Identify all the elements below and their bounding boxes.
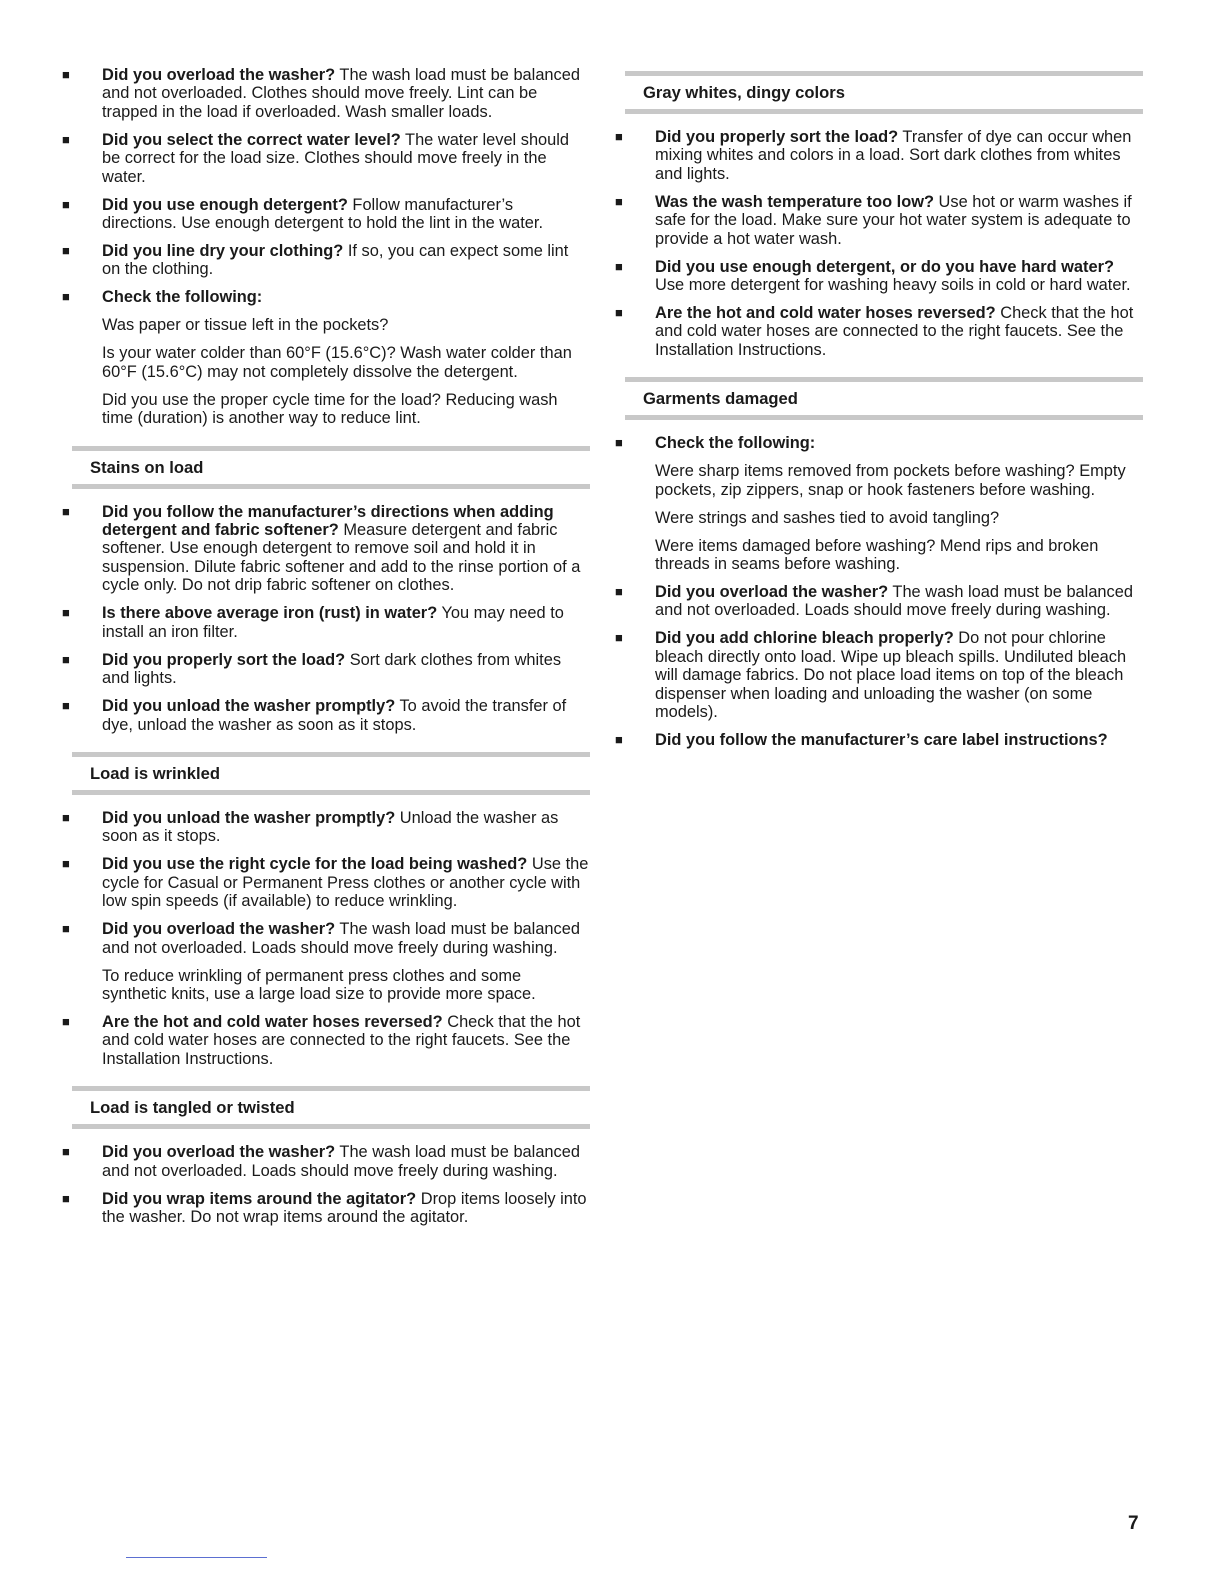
list-item bbox=[615, 731, 1143, 749]
square-bullet-icon: ■ bbox=[62, 809, 70, 825]
answer-text: The wash load must be balanced and not overloaded. Loads should move freely during washing. bbox=[655, 583, 1133, 620]
footer-rule bbox=[126, 1557, 267, 1558]
note-text: Did you use the proper cycle time for the load? Reducing wash time (duration) is another way to reduce lint. bbox=[102, 390, 558, 428]
square-bullet-icon: ■ bbox=[62, 1190, 70, 1206]
question-text: Did you use the right cycle for the load being washed? bbox=[102, 855, 528, 874]
question-text: Did you unload the washer promptly? bbox=[102, 697, 396, 716]
note-text: To reduce wrinkling of permanent press clothes and some synthetic knits, use a large load size to provide more space. bbox=[102, 966, 536, 1003]
answer-text: You may need to install an iron filter. bbox=[102, 604, 564, 641]
list-item bbox=[62, 131, 590, 186]
square-bullet-icon: ■ bbox=[62, 698, 70, 714]
question-text: Did you properly sort the load? bbox=[102, 650, 346, 669]
section-header-load-is-tangled-or-twisted: Load is tangled or twisted bbox=[72, 1086, 590, 1129]
answer-text: If so, you can expect some lint on the clothing. bbox=[102, 242, 569, 279]
square-bullet-icon: ■ bbox=[615, 193, 623, 209]
question-text: Are the hot and cold water hoses reversed? bbox=[655, 304, 996, 323]
list-item bbox=[62, 855, 590, 910]
square-bullet-icon: ■ bbox=[62, 131, 70, 147]
list-item bbox=[615, 304, 1143, 359]
list-item bbox=[62, 196, 590, 233]
list-item bbox=[62, 66, 590, 121]
section-header-stains-on-load: Stains on load bbox=[72, 446, 590, 489]
list-item bbox=[615, 583, 1143, 620]
question-text: Did you line dry your clothing? bbox=[102, 242, 344, 261]
square-bullet-icon: ■ bbox=[615, 732, 623, 748]
list-item bbox=[615, 258, 1143, 295]
list-item bbox=[62, 920, 590, 957]
question-text: Did you wrap items around the agitator? bbox=[102, 1189, 417, 1208]
square-bullet-icon: ■ bbox=[62, 921, 70, 937]
list-item bbox=[62, 697, 590, 734]
list-item bbox=[615, 629, 1143, 721]
answer-text: Check that the hot and cold water hoses are connected to the right faucets. See the Installation Instructions. bbox=[655, 304, 1134, 359]
answer-text: Drop items loosely into the washer. Do not wrap items around the agitator. bbox=[102, 1189, 587, 1226]
list-item bbox=[62, 1190, 590, 1227]
list-item bbox=[615, 128, 1143, 183]
question-text: Are the hot and cold water hoses reversed? bbox=[102, 1012, 443, 1031]
list-item bbox=[615, 193, 1143, 248]
answer-text: Sort dark clothes from whites and lights. bbox=[102, 650, 562, 688]
question-text: Did you properly sort the load? bbox=[655, 128, 899, 146]
question-text: Did you overload the washer? bbox=[102, 920, 336, 939]
question-text: Is there above average iron (rust) in water? bbox=[102, 604, 438, 623]
square-bullet-icon: ■ bbox=[62, 1144, 70, 1160]
square-bullet-icon: ■ bbox=[615, 630, 623, 646]
list-item bbox=[62, 288, 590, 306]
note-text: Is your water colder than 60°F (15.6°C)? Wash water colder than 60°F (15.6°C) may not completely dissolve the detergent. bbox=[102, 344, 572, 381]
square-bullet-icon: ■ bbox=[615, 258, 623, 274]
section-header-gray-whites-dingy-colors: Gray whites, dingy colors bbox=[625, 71, 1143, 114]
note-text: Were items damaged before washing? Mend rips and broken threads in seams before washing. bbox=[655, 536, 1099, 574]
answer-text: To avoid the transfer of dye, unload the washer as soon as it stops. bbox=[102, 697, 567, 734]
page-number: 7 bbox=[1128, 1513, 1139, 1534]
question-text: Did you follow the manufacturer’s care label instructions? bbox=[655, 731, 1108, 750]
question-text: Was the wash temperature too low? bbox=[655, 192, 934, 211]
square-bullet-icon: ■ bbox=[62, 503, 70, 519]
note-text: Were sharp items removed from pockets before washing? Empty pockets, zip zippers, snap or hook fasteners before washing. bbox=[655, 462, 1126, 499]
answer-text: Do not pour chlorine bleach directly onto load. Wipe up bleach spills. Undiluted bleach will damage fabrics. Do not place load items on top of the bleach dispenser when loading and unloading the washer (on some models). bbox=[655, 629, 1127, 722]
question-text: Did you use enough detergent? bbox=[102, 195, 348, 214]
section-header-load-is-wrinkled: Load is wrinkled bbox=[72, 752, 590, 795]
answer-text: The wash load must be balanced and not overloaded. Loads should move freely during washing. bbox=[102, 1143, 580, 1180]
list-item bbox=[62, 1013, 590, 1068]
question-text: Did you unload the washer promptly? bbox=[102, 808, 396, 827]
square-bullet-icon: ■ bbox=[62, 605, 70, 621]
right-column bbox=[615, 66, 1143, 759]
square-bullet-icon: ■ bbox=[62, 1013, 70, 1029]
answer-text: The water level should be correct for the load size. Clothes should move freely in the water. bbox=[102, 130, 570, 186]
list-item bbox=[62, 809, 590, 846]
list-item bbox=[62, 1143, 590, 1180]
answer-text: Use more detergent for washing heavy soils in cold or hard water. bbox=[655, 276, 1131, 295]
list-item bbox=[62, 651, 590, 688]
answer-text: Follow manufacturer’s directions. Use enough detergent to hold the lint in the water. bbox=[102, 195, 544, 233]
answer-text: Measure detergent and fabric softener. Use enough detergent to remove soil and hold it in suspension. Dilute fabric softener and add to the rinse portion of a cycle only. Do not drip fabric softener on clothes. bbox=[102, 521, 581, 595]
note-text: Were strings and sashes tied to avoid tangling? bbox=[655, 508, 1000, 527]
question-text: Did you select the correct water level? bbox=[102, 130, 401, 149]
list-item bbox=[615, 434, 1143, 452]
note-text: Was paper or tissue left in the pockets? bbox=[102, 316, 389, 335]
square-bullet-icon: ■ bbox=[615, 435, 623, 451]
square-bullet-icon: ■ bbox=[615, 129, 623, 144]
question-text: Did you overload the washer? bbox=[102, 66, 336, 84]
question-text: Did you follow the manufacturer’s directions when adding detergent and fabric softener? bbox=[102, 502, 554, 540]
question-text: Did you use enough detergent, or do you have hard water? bbox=[655, 257, 1114, 276]
answer-text: The wash load must be balanced and not overloaded. Clothes should move freely. Lint can be trapped in the load if overloaded. Wash smaller loads. bbox=[102, 66, 580, 121]
left-column bbox=[62, 66, 590, 1236]
list-item bbox=[62, 503, 590, 595]
list-item bbox=[62, 242, 590, 279]
square-bullet-icon: ■ bbox=[62, 289, 70, 305]
answer-text: The wash load must be balanced and not overloaded. Loads should move freely during washing. bbox=[102, 920, 580, 957]
square-bullet-icon: ■ bbox=[62, 243, 70, 259]
question-text: Check the following: bbox=[655, 434, 816, 453]
square-bullet-icon: ■ bbox=[62, 196, 70, 212]
question-text: Did you overload the washer? bbox=[102, 1143, 336, 1162]
square-bullet-icon: ■ bbox=[62, 856, 70, 872]
question-text: Did you overload the washer? bbox=[655, 583, 889, 602]
answer-text: Transfer of dye can occur when mixing whites and colors in a load. Sort dark clothes from whites and lights. bbox=[655, 128, 1132, 183]
question-text: Did you add chlorine bleach properly? bbox=[655, 629, 954, 648]
answer-text: Use hot or warm washes if safe for the load. Make sure your hot water system is adequate to provide a hot water wash. bbox=[655, 192, 1132, 248]
answer-text: Use the cycle for Casual or Permanent Press clothes or another cycle with low spin speeds (if available) to reduce wrinkling. bbox=[102, 855, 589, 911]
question-text: Check the following: bbox=[102, 288, 263, 307]
square-bullet-icon: ■ bbox=[615, 584, 623, 600]
list-item bbox=[62, 604, 590, 641]
answer-text: Check that the hot and cold water hoses are connected to the right faucets. See the Installation Instructions. bbox=[102, 1012, 581, 1068]
square-bullet-icon: ■ bbox=[62, 67, 70, 82]
square-bullet-icon: ■ bbox=[62, 651, 70, 667]
answer-text: Unload the washer as soon as it stops. bbox=[102, 808, 559, 846]
section-header-garments-damaged: Garments damaged bbox=[625, 377, 1143, 420]
square-bullet-icon: ■ bbox=[615, 305, 623, 321]
